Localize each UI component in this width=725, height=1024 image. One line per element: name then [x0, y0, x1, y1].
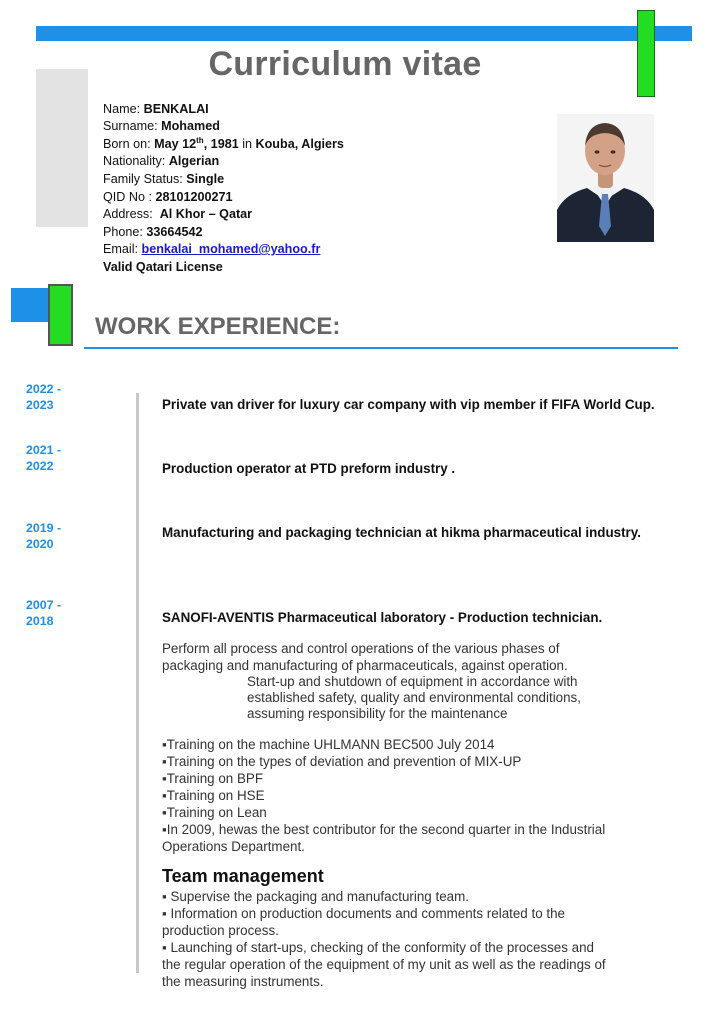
info-born-label: Born on:	[103, 137, 155, 151]
info-surname	[103, 118, 220, 136]
job-title: Production operator at PTD preform industry .	[162, 461, 456, 476]
section-divider	[84, 347, 678, 349]
info-surname-value: Mohamed	[161, 119, 220, 133]
job-year	[26, 442, 61, 474]
section-green-accent	[48, 284, 73, 346]
info-born-year: , 1981	[203, 137, 239, 151]
year-end: 2020	[26, 537, 54, 551]
info-nationality-label: Nationality:	[103, 154, 169, 168]
year-start: 2021 -	[26, 443, 62, 457]
info-qid-label: QID No :	[103, 190, 156, 204]
info-phone-label: Phone:	[103, 225, 147, 239]
work-experience-heading: WORK EXPERIENCE:	[95, 313, 341, 340]
info-name	[103, 101, 209, 119]
timeline-line	[136, 393, 139, 973]
training-item: ▪Training on the machine UHLMANN BEC500 July 2014	[162, 737, 495, 752]
info-license	[103, 259, 223, 277]
info-family-value: Single	[186, 172, 225, 186]
year-start: 2019 -	[26, 521, 62, 535]
description-line: Perform all process and control operations of the various phases of	[162, 641, 560, 656]
info-email	[103, 241, 320, 259]
job-year	[26, 520, 61, 552]
training-item: ▪Training on HSE	[162, 788, 265, 803]
year-end: 2018	[26, 614, 54, 628]
info-license-value: Valid Qatari License	[103, 260, 223, 274]
header-grey-block	[36, 69, 88, 227]
profile-photo	[557, 114, 654, 242]
job-year	[26, 381, 61, 413]
year-end: 2023	[26, 398, 54, 412]
info-born-in: in	[238, 137, 256, 151]
training-item: ▪Training on the types of deviation and prevention of MIX-UP	[162, 754, 522, 769]
job-title: SANOFI-AVENTIS Pharmaceutical laboratory - Production technician.	[162, 610, 603, 625]
info-address-label: Address:	[103, 207, 160, 221]
year-start: 2007 -	[26, 598, 62, 612]
team-item: ▪ Launching of start-ups, checking of the conformity of the processes and	[162, 940, 594, 955]
info-qid	[103, 189, 233, 207]
info-family-label: Family Status:	[103, 172, 187, 186]
section-blue-accent	[11, 288, 51, 322]
team-management-list	[162, 888, 606, 990]
team-item: the regular operation of the equipment of my unit as well as the readings of	[162, 957, 606, 972]
info-email-label: Email:	[103, 242, 142, 256]
training-item: ▪In 2009, hewas the best contributor for the second quarter in the Industrial	[162, 822, 606, 837]
info-phone	[103, 224, 202, 242]
year-start: 2022 -	[26, 382, 62, 396]
team-item: the measuring instruments.	[162, 974, 324, 989]
description-line: Start-up and shutdown of equipment in accordance with	[247, 674, 578, 689]
training-item: ▪Training on BPF	[162, 771, 264, 786]
header-accent-bar	[36, 26, 692, 41]
info-born-date: May 12	[154, 137, 197, 151]
team-item: production process.	[162, 923, 279, 938]
info-born	[103, 136, 344, 154]
year-end: 2022	[26, 459, 54, 473]
info-surname-label: Surname:	[103, 119, 162, 133]
info-qid-value: 28101200271	[155, 190, 233, 204]
info-nationality	[103, 153, 219, 171]
job-description-indented	[247, 674, 581, 722]
info-born-place: Kouba, Algiers	[255, 137, 344, 151]
job-description	[162, 640, 568, 674]
info-family	[103, 171, 224, 189]
email-link[interactable]: benkalai_mohamed@yahoo.fr	[141, 242, 321, 256]
training-item: ▪Training on Lean	[162, 805, 267, 820]
description-line: packaging and manufacturing of pharmaceuticals, against operation.	[162, 658, 568, 673]
team-item: ▪ Supervise the packaging and manufacturing team.	[162, 889, 469, 904]
info-name-label: Name:	[103, 102, 144, 116]
training-item: Operations Department.	[162, 839, 305, 854]
document-title: Curriculum vitae	[208, 45, 482, 83]
portrait-illustration	[557, 114, 654, 242]
team-management-heading: Team management	[162, 866, 324, 886]
description-line: established safety, quality and environmental conditions,	[247, 690, 581, 705]
info-address	[103, 206, 252, 224]
info-born-suffix: th	[196, 135, 204, 145]
training-list	[162, 736, 605, 855]
job-title: Private van driver for luxury car company with vip member if FIFA World Cup.	[162, 397, 655, 412]
info-name-value: BENKALAI	[143, 102, 209, 116]
info-address-value: Al Khor – Qatar	[159, 207, 253, 221]
job-title: Manufacturing and packaging technician at hikma pharmaceutical industry.	[162, 525, 641, 540]
description-line: assuming responsibility for the maintenance	[247, 706, 508, 721]
info-phone-value: 33664542	[146, 225, 203, 239]
job-year	[26, 597, 61, 629]
info-nationality-value: Algerian	[168, 154, 220, 168]
team-item: ▪ Information on production documents and comments related to the	[162, 906, 565, 921]
